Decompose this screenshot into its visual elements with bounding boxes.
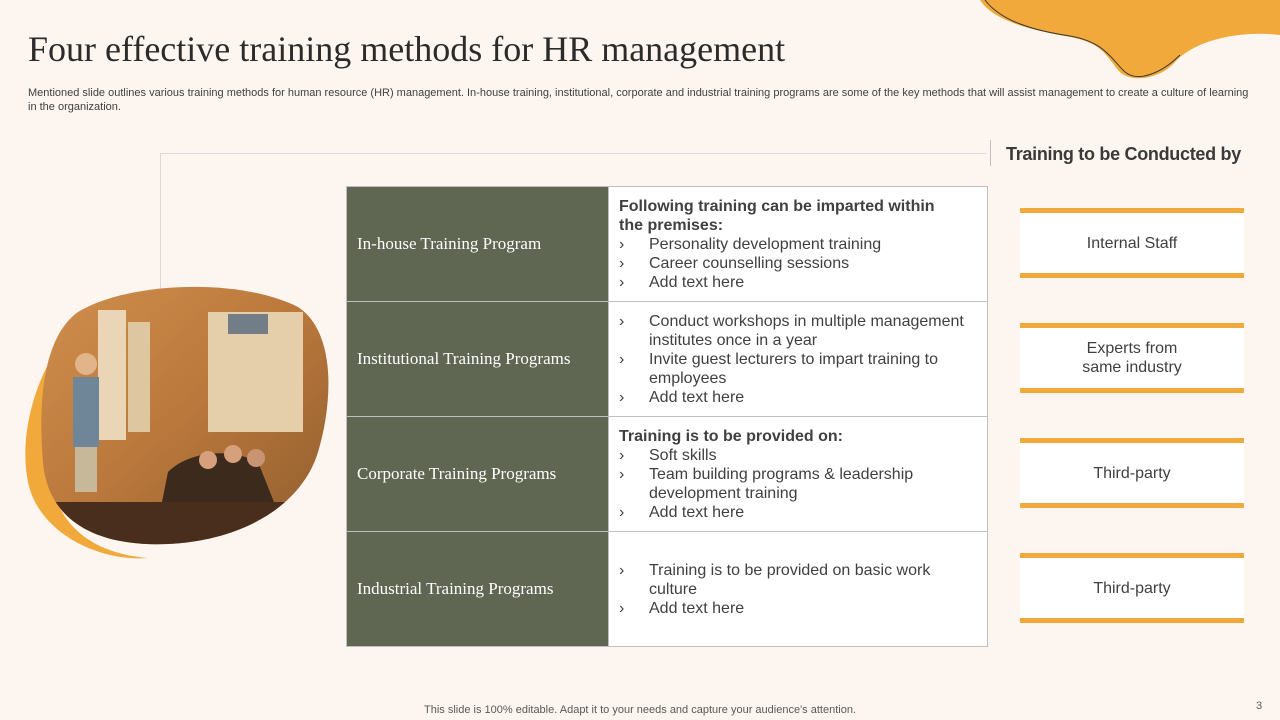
list-item: › Team building programs & leadership development training bbox=[619, 465, 914, 502]
row-body bbox=[609, 302, 987, 416]
row-label: Corporate Training Programs bbox=[347, 417, 609, 531]
bullet-icon: › bbox=[619, 235, 625, 253]
training-session-photo bbox=[18, 282, 333, 562]
training-methods-table bbox=[346, 186, 988, 647]
bullet-icon: › bbox=[619, 350, 625, 368]
bullet-icon: › bbox=[619, 561, 625, 579]
list-item: › Conduct workshops in multiple management institutes once in a year bbox=[619, 312, 964, 349]
conductor-card: Third-party bbox=[1020, 438, 1244, 508]
list-item: › Add text here bbox=[619, 503, 745, 521]
list-item: › Invite guest lecturers to impart training to employees bbox=[619, 350, 939, 387]
row-heading: Training is to be provided on: bbox=[619, 427, 844, 445]
page-subtitle: Mentioned slide outlines various training methods for human resource (HR) management. In-house training, institutional, corporate and industrial training programs are some of the key methods that will assist management to create a culture of learning in the organization. bbox=[28, 87, 1249, 113]
row-body bbox=[609, 532, 987, 646]
frame-line bbox=[160, 153, 161, 303]
row-label: In-house Training Program bbox=[347, 187, 609, 301]
conductor-card: Third-party bbox=[1020, 553, 1244, 623]
side-divider bbox=[990, 140, 991, 166]
bullet-icon: › bbox=[619, 273, 625, 291]
row-heading: Following training can be imparted within the premises: bbox=[619, 197, 935, 234]
bullet-icon: › bbox=[619, 254, 625, 272]
row-body bbox=[609, 187, 987, 301]
list-item: › Soft skills bbox=[619, 446, 717, 464]
row-label: Institutional Training Programs bbox=[347, 302, 609, 416]
footer-note: This slide is 100% editable. Adapt it to your needs and capture your audience's attention. bbox=[424, 704, 856, 716]
list-item: › Add text here bbox=[619, 388, 745, 406]
table-row bbox=[347, 187, 987, 301]
page-number: 3 bbox=[1256, 700, 1263, 712]
bullet-icon: › bbox=[619, 465, 625, 483]
bullet-icon: › bbox=[619, 446, 625, 464]
frame-line bbox=[160, 153, 986, 154]
page-title: Four effective training methods for HR management bbox=[28, 29, 786, 69]
list-item: › Career counselling sessions bbox=[619, 254, 850, 272]
table-row bbox=[347, 301, 987, 416]
bullet-icon: › bbox=[619, 388, 625, 406]
table-row bbox=[347, 531, 987, 646]
bullet-icon: › bbox=[619, 312, 625, 330]
conductor-card: Experts from same industry bbox=[1020, 323, 1244, 393]
row-label: Industrial Training Programs bbox=[347, 532, 609, 646]
list-item: › Personality development training bbox=[619, 235, 882, 253]
bullet-icon: › bbox=[619, 503, 625, 521]
conductor-card: Internal Staff bbox=[1020, 208, 1244, 278]
list-item: › Training is to be provided on basic work culture bbox=[619, 561, 931, 598]
list-item: › Add text here bbox=[619, 599, 745, 617]
side-panel-title: Training to be Conducted by bbox=[1006, 144, 1241, 164]
decorative-blob bbox=[980, 0, 1280, 82]
table-row bbox=[347, 416, 987, 531]
row-body bbox=[609, 417, 987, 531]
bullet-icon: › bbox=[619, 599, 625, 617]
list-item: › Add text here bbox=[619, 273, 745, 291]
